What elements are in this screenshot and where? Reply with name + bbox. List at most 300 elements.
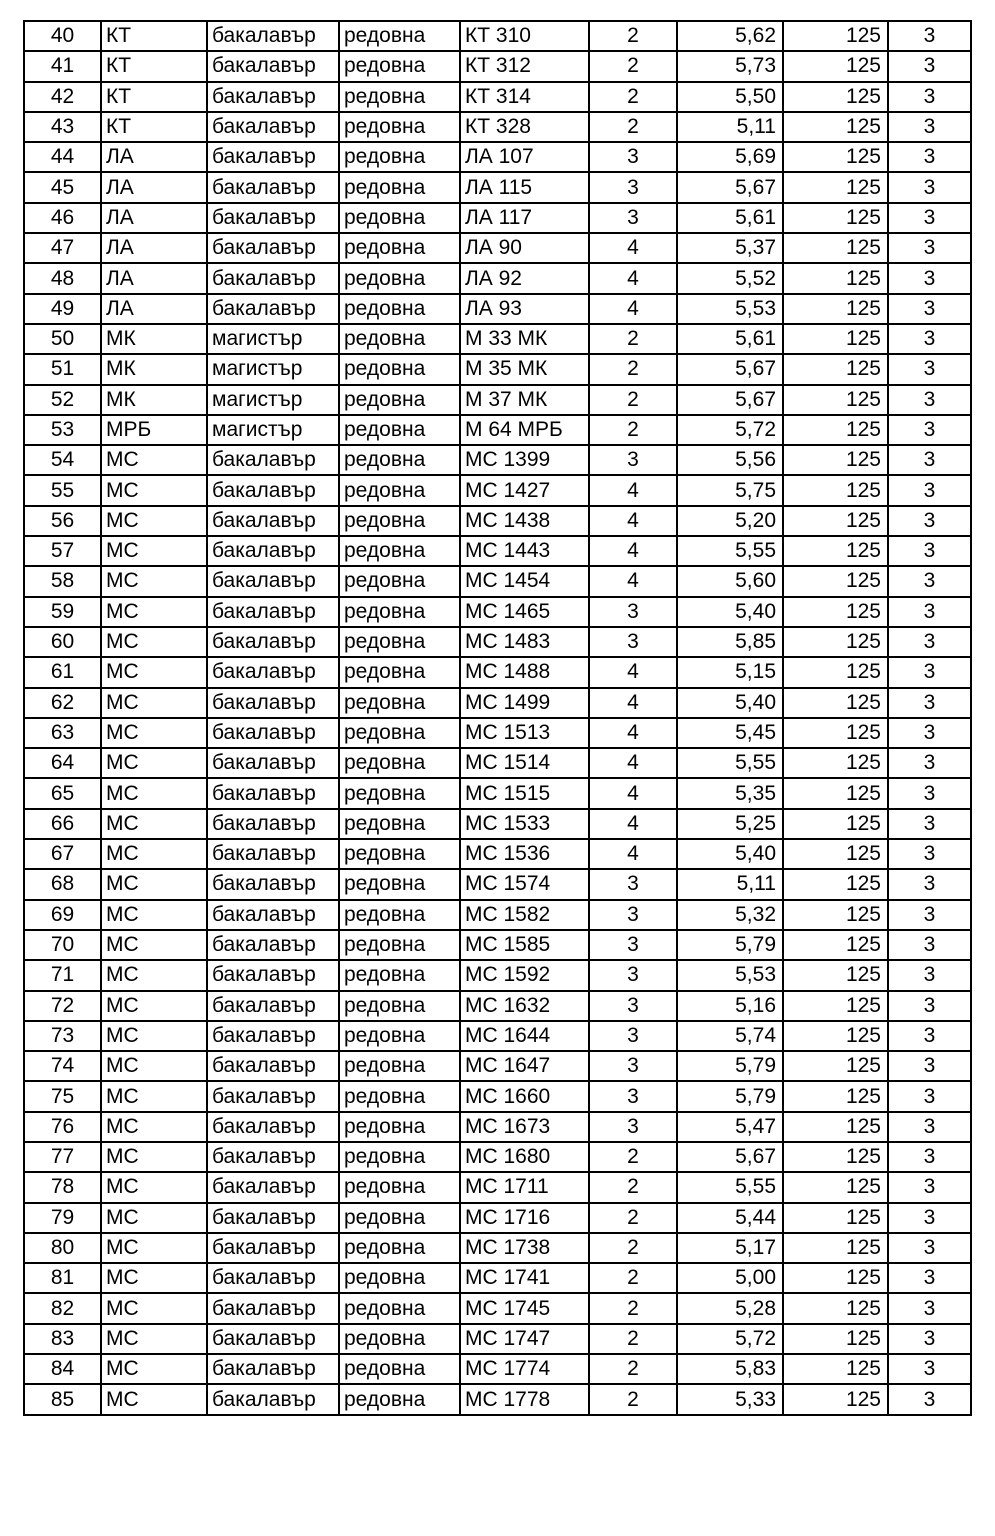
amount-cell: 125 <box>783 869 888 899</box>
grade-cell: 5,40 <box>677 688 783 718</box>
amount-cell: 125 <box>783 203 888 233</box>
faculty-code-cell: МС <box>101 900 207 930</box>
student-id-cell: МС 1680 <box>460 1142 589 1172</box>
study-form-cell: редовна <box>339 536 460 566</box>
student-id-cell: ЛА 107 <box>460 142 589 172</box>
student-id-cell: МС 1711 <box>460 1172 589 1202</box>
course-cell: 3 <box>589 869 677 899</box>
grade-cell: 5,55 <box>677 536 783 566</box>
table-row <box>24 1172 971 1202</box>
grade-cell: 5,79 <box>677 1051 783 1081</box>
grade-cell: 5,72 <box>677 1324 783 1354</box>
course-cell: 2 <box>589 385 677 415</box>
table-body <box>24 21 971 1415</box>
amount-cell: 125 <box>783 1081 888 1111</box>
count-cell: 3 <box>888 809 971 839</box>
row-number-cell: 41 <box>24 51 101 81</box>
amount-cell: 125 <box>783 506 888 536</box>
course-cell: 4 <box>589 566 677 596</box>
degree-cell: магистър <box>207 385 339 415</box>
grade-cell: 5,40 <box>677 597 783 627</box>
table-row <box>24 1354 971 1384</box>
study-form-cell: редовна <box>339 657 460 687</box>
grade-cell: 5,79 <box>677 1081 783 1111</box>
count-cell: 3 <box>888 1203 971 1233</box>
study-form-cell: редовна <box>339 203 460 233</box>
student-id-cell: МС 1465 <box>460 597 589 627</box>
study-form-cell: редовна <box>339 112 460 142</box>
table-row <box>24 82 971 112</box>
grade-cell: 5,85 <box>677 627 783 657</box>
study-form-cell: редовна <box>339 354 460 384</box>
student-id-cell: МС 1533 <box>460 809 589 839</box>
grade-cell: 5,11 <box>677 869 783 899</box>
faculty-code-cell: МС <box>101 839 207 869</box>
table-row <box>24 839 971 869</box>
count-cell: 3 <box>888 869 971 899</box>
study-form-cell: редовна <box>339 21 460 51</box>
student-id-cell: МС 1647 <box>460 1051 589 1081</box>
degree-cell: бакалавър <box>207 294 339 324</box>
study-form-cell: редовна <box>339 475 460 505</box>
course-cell: 4 <box>589 718 677 748</box>
faculty-code-cell: МС <box>101 1293 207 1323</box>
faculty-code-cell: МК <box>101 354 207 384</box>
study-form-cell: редовна <box>339 1263 460 1293</box>
table-row <box>24 748 971 778</box>
course-cell: 2 <box>589 1172 677 1202</box>
count-cell: 3 <box>888 1233 971 1263</box>
student-id-cell: МС 1513 <box>460 718 589 748</box>
degree-cell: магистър <box>207 415 339 445</box>
table-row <box>24 172 971 202</box>
grade-cell: 5,55 <box>677 748 783 778</box>
count-cell: 3 <box>888 1263 971 1293</box>
row-number-cell: 69 <box>24 900 101 930</box>
study-form-cell: редовна <box>339 506 460 536</box>
study-form-cell: редовна <box>339 1384 460 1414</box>
count-cell: 3 <box>888 1081 971 1111</box>
row-number-cell: 67 <box>24 839 101 869</box>
amount-cell: 125 <box>783 1293 888 1323</box>
study-form-cell: редовна <box>339 688 460 718</box>
amount-cell: 125 <box>783 82 888 112</box>
row-number-cell: 74 <box>24 1051 101 1081</box>
row-number-cell: 60 <box>24 627 101 657</box>
study-form-cell: редовна <box>339 445 460 475</box>
amount-cell: 125 <box>783 415 888 445</box>
count-cell: 3 <box>888 506 971 536</box>
row-number-cell: 71 <box>24 960 101 990</box>
student-id-cell: М 33 МК <box>460 324 589 354</box>
row-number-cell: 79 <box>24 1203 101 1233</box>
amount-cell: 125 <box>783 1263 888 1293</box>
study-form-cell: редовна <box>339 566 460 596</box>
study-form-cell: редовна <box>339 51 460 81</box>
study-form-cell: редовна <box>339 263 460 293</box>
count-cell: 3 <box>888 203 971 233</box>
table-row <box>24 657 971 687</box>
student-id-cell: КТ 310 <box>460 21 589 51</box>
faculty-code-cell: ЛА <box>101 233 207 263</box>
grade-cell: 5,28 <box>677 1293 783 1323</box>
row-number-cell: 73 <box>24 1021 101 1051</box>
course-cell: 2 <box>589 1203 677 1233</box>
amount-cell: 125 <box>783 566 888 596</box>
study-form-cell: редовна <box>339 1142 460 1172</box>
grade-cell: 5,67 <box>677 385 783 415</box>
grade-cell: 5,15 <box>677 657 783 687</box>
study-form-cell: редовна <box>339 415 460 445</box>
grade-cell: 5,56 <box>677 445 783 475</box>
study-form-cell: редовна <box>339 1172 460 1202</box>
count-cell: 3 <box>888 1021 971 1051</box>
course-cell: 2 <box>589 51 677 81</box>
study-form-cell: редовна <box>339 718 460 748</box>
table-row <box>24 1021 971 1051</box>
student-id-cell: ЛА 117 <box>460 203 589 233</box>
row-number-cell: 43 <box>24 112 101 142</box>
row-number-cell: 62 <box>24 688 101 718</box>
amount-cell: 125 <box>783 900 888 930</box>
grade-cell: 5,53 <box>677 294 783 324</box>
grade-cell: 5,60 <box>677 566 783 596</box>
student-id-cell: МС 1644 <box>460 1021 589 1051</box>
student-id-cell: МС 1483 <box>460 627 589 657</box>
degree-cell: бакалавър <box>207 900 339 930</box>
student-id-cell: МС 1585 <box>460 930 589 960</box>
study-form-cell: редовна <box>339 809 460 839</box>
degree-cell: бакалавър <box>207 112 339 142</box>
course-cell: 2 <box>589 1354 677 1384</box>
course-cell: 2 <box>589 82 677 112</box>
study-form-cell: редовна <box>339 1293 460 1323</box>
count-cell: 3 <box>888 385 971 415</box>
amount-cell: 125 <box>783 627 888 657</box>
amount-cell: 125 <box>783 1354 888 1384</box>
count-cell: 3 <box>888 1051 971 1081</box>
count-cell: 3 <box>888 324 971 354</box>
table-row <box>24 597 971 627</box>
degree-cell: магистър <box>207 324 339 354</box>
faculty-code-cell: МС <box>101 475 207 505</box>
course-cell: 3 <box>589 172 677 202</box>
row-number-cell: 66 <box>24 809 101 839</box>
course-cell: 3 <box>589 991 677 1021</box>
row-number-cell: 49 <box>24 294 101 324</box>
study-form-cell: редовна <box>339 597 460 627</box>
faculty-code-cell: КТ <box>101 51 207 81</box>
degree-cell: бакалавър <box>207 1172 339 1202</box>
table-row <box>24 688 971 718</box>
faculty-code-cell: МС <box>101 688 207 718</box>
amount-cell: 125 <box>783 354 888 384</box>
amount-cell: 125 <box>783 112 888 142</box>
student-id-cell: МС 1515 <box>460 778 589 808</box>
count-cell: 3 <box>888 294 971 324</box>
student-id-cell: М 37 МК <box>460 385 589 415</box>
study-form-cell: редовна <box>339 991 460 1021</box>
table-row <box>24 1293 971 1323</box>
student-id-cell: МС 1399 <box>460 445 589 475</box>
degree-cell: бакалавър <box>207 960 339 990</box>
faculty-code-cell: МС <box>101 1354 207 1384</box>
row-number-cell: 85 <box>24 1384 101 1414</box>
count-cell: 3 <box>888 930 971 960</box>
faculty-code-cell: МРБ <box>101 415 207 445</box>
grade-cell: 5,52 <box>677 263 783 293</box>
amount-cell: 125 <box>783 172 888 202</box>
table-row <box>24 263 971 293</box>
student-id-cell: МС 1716 <box>460 1203 589 1233</box>
study-form-cell: редовна <box>339 1081 460 1111</box>
table-row <box>24 1081 971 1111</box>
row-number-cell: 63 <box>24 718 101 748</box>
amount-cell: 125 <box>783 1112 888 1142</box>
faculty-code-cell: МС <box>101 1051 207 1081</box>
degree-cell: бакалавър <box>207 21 339 51</box>
grade-cell: 5,32 <box>677 900 783 930</box>
row-number-cell: 47 <box>24 233 101 263</box>
row-number-cell: 48 <box>24 263 101 293</box>
study-form-cell: редовна <box>339 1051 460 1081</box>
faculty-code-cell: МС <box>101 1263 207 1293</box>
count-cell: 3 <box>888 1172 971 1202</box>
faculty-code-cell: МС <box>101 930 207 960</box>
study-form-cell: редовна <box>339 1112 460 1142</box>
count-cell: 3 <box>888 627 971 657</box>
degree-cell: бакалавър <box>207 82 339 112</box>
amount-cell: 125 <box>783 475 888 505</box>
amount-cell: 125 <box>783 1203 888 1233</box>
row-number-cell: 82 <box>24 1293 101 1323</box>
course-cell: 2 <box>589 354 677 384</box>
grade-cell: 5,74 <box>677 1021 783 1051</box>
degree-cell: бакалавър <box>207 809 339 839</box>
row-number-cell: 45 <box>24 172 101 202</box>
row-number-cell: 61 <box>24 657 101 687</box>
row-number-cell: 58 <box>24 566 101 596</box>
table-row <box>24 112 971 142</box>
table-row <box>24 506 971 536</box>
table-row <box>24 809 971 839</box>
student-id-cell: МС 1582 <box>460 900 589 930</box>
amount-cell: 125 <box>783 1324 888 1354</box>
faculty-code-cell: ЛА <box>101 263 207 293</box>
amount-cell: 125 <box>783 21 888 51</box>
amount-cell: 125 <box>783 1051 888 1081</box>
faculty-code-cell: МС <box>101 748 207 778</box>
course-cell: 3 <box>589 203 677 233</box>
data-table <box>23 20 972 1416</box>
course-cell: 4 <box>589 657 677 687</box>
course-cell: 3 <box>589 1021 677 1051</box>
course-cell: 2 <box>589 415 677 445</box>
row-number-cell: 44 <box>24 142 101 172</box>
table-row <box>24 930 971 960</box>
amount-cell: 125 <box>783 142 888 172</box>
count-cell: 3 <box>888 1293 971 1323</box>
count-cell: 3 <box>888 475 971 505</box>
grade-cell: 5,40 <box>677 839 783 869</box>
study-form-cell: редовна <box>339 142 460 172</box>
student-id-cell: МС 1574 <box>460 869 589 899</box>
faculty-code-cell: МС <box>101 1081 207 1111</box>
grade-cell: 5,35 <box>677 778 783 808</box>
grade-cell: 5,25 <box>677 809 783 839</box>
amount-cell: 125 <box>783 1172 888 1202</box>
row-number-cell: 46 <box>24 203 101 233</box>
degree-cell: бакалавър <box>207 506 339 536</box>
table-row <box>24 718 971 748</box>
course-cell: 2 <box>589 1263 677 1293</box>
faculty-code-cell: МС <box>101 1324 207 1354</box>
degree-cell: бакалавър <box>207 566 339 596</box>
course-cell: 4 <box>589 809 677 839</box>
table-row <box>24 203 971 233</box>
faculty-code-cell: МС <box>101 445 207 475</box>
grade-cell: 5,61 <box>677 203 783 233</box>
degree-cell: бакалавър <box>207 1021 339 1051</box>
student-id-cell: ЛА 115 <box>460 172 589 202</box>
degree-cell: бакалавър <box>207 203 339 233</box>
amount-cell: 125 <box>783 1021 888 1051</box>
table-row <box>24 51 971 81</box>
student-id-cell: МС 1747 <box>460 1324 589 1354</box>
table-row <box>24 1051 971 1081</box>
grade-cell: 5,69 <box>677 142 783 172</box>
course-cell: 2 <box>589 1324 677 1354</box>
row-number-cell: 77 <box>24 1142 101 1172</box>
faculty-code-cell: МС <box>101 991 207 1021</box>
amount-cell: 125 <box>783 748 888 778</box>
faculty-code-cell: ЛА <box>101 142 207 172</box>
student-id-cell: ЛА 90 <box>460 233 589 263</box>
degree-cell: бакалавър <box>207 263 339 293</box>
table-row <box>24 991 971 1021</box>
grade-cell: 5,53 <box>677 960 783 990</box>
table-row <box>24 1384 971 1414</box>
study-form-cell: редовна <box>339 1021 460 1051</box>
count-cell: 3 <box>888 82 971 112</box>
degree-cell: бакалавър <box>207 778 339 808</box>
degree-cell: бакалавър <box>207 1354 339 1384</box>
student-id-cell: МС 1536 <box>460 839 589 869</box>
faculty-code-cell: МС <box>101 1021 207 1051</box>
grade-cell: 5,72 <box>677 415 783 445</box>
count-cell: 3 <box>888 566 971 596</box>
row-number-cell: 78 <box>24 1172 101 1202</box>
table-row <box>24 1112 971 1142</box>
grade-cell: 5,47 <box>677 1112 783 1142</box>
row-number-cell: 40 <box>24 21 101 51</box>
degree-cell: бакалавър <box>207 233 339 263</box>
row-number-cell: 53 <box>24 415 101 445</box>
degree-cell: бакалавър <box>207 839 339 869</box>
degree-cell: магистър <box>207 354 339 384</box>
student-id-cell: МС 1454 <box>460 566 589 596</box>
amount-cell: 125 <box>783 930 888 960</box>
degree-cell: бакалавър <box>207 1142 339 1172</box>
faculty-code-cell: МС <box>101 869 207 899</box>
row-number-cell: 81 <box>24 1263 101 1293</box>
student-id-cell: МС 1673 <box>460 1112 589 1142</box>
faculty-code-cell: МС <box>101 657 207 687</box>
faculty-code-cell: МК <box>101 385 207 415</box>
student-id-cell: МС 1514 <box>460 748 589 778</box>
faculty-code-cell: МС <box>101 1384 207 1414</box>
study-form-cell: редовна <box>339 294 460 324</box>
degree-cell: бакалавър <box>207 597 339 627</box>
table-row <box>24 324 971 354</box>
faculty-code-cell: МС <box>101 809 207 839</box>
degree-cell: бакалавър <box>207 748 339 778</box>
student-id-cell: МС 1592 <box>460 960 589 990</box>
student-id-cell: КТ 314 <box>460 82 589 112</box>
course-cell: 2 <box>589 1384 677 1414</box>
degree-cell: бакалавър <box>207 718 339 748</box>
amount-cell: 125 <box>783 688 888 718</box>
study-form-cell: редовна <box>339 233 460 263</box>
course-cell: 4 <box>589 839 677 869</box>
amount-cell: 125 <box>783 778 888 808</box>
degree-cell: бакалавър <box>207 1384 339 1414</box>
faculty-code-cell: КТ <box>101 82 207 112</box>
amount-cell: 125 <box>783 657 888 687</box>
faculty-code-cell: МС <box>101 1233 207 1263</box>
table-row <box>24 778 971 808</box>
count-cell: 3 <box>888 233 971 263</box>
faculty-code-cell: ЛА <box>101 294 207 324</box>
degree-cell: бакалавър <box>207 688 339 718</box>
faculty-code-cell: МС <box>101 960 207 990</box>
table-row <box>24 445 971 475</box>
course-cell: 4 <box>589 778 677 808</box>
table-row <box>24 536 971 566</box>
amount-cell: 125 <box>783 597 888 627</box>
count-cell: 3 <box>888 1112 971 1142</box>
table-row <box>24 385 971 415</box>
grade-cell: 5,16 <box>677 991 783 1021</box>
course-cell: 3 <box>589 627 677 657</box>
table-row <box>24 21 971 51</box>
count-cell: 3 <box>888 172 971 202</box>
grade-cell: 5,11 <box>677 112 783 142</box>
study-form-cell: редовна <box>339 172 460 202</box>
row-number-cell: 59 <box>24 597 101 627</box>
amount-cell: 125 <box>783 324 888 354</box>
count-cell: 3 <box>888 688 971 718</box>
course-cell: 3 <box>589 960 677 990</box>
grade-cell: 5,17 <box>677 1233 783 1263</box>
course-cell: 3 <box>589 900 677 930</box>
degree-cell: бакалавър <box>207 657 339 687</box>
table-row <box>24 960 971 990</box>
table-row <box>24 475 971 505</box>
table-row <box>24 1203 971 1233</box>
count-cell: 3 <box>888 839 971 869</box>
grade-cell: 5,62 <box>677 21 783 51</box>
study-form-cell: редовна <box>339 748 460 778</box>
degree-cell: бакалавър <box>207 1263 339 1293</box>
study-form-cell: редовна <box>339 900 460 930</box>
table-row <box>24 1142 971 1172</box>
table-row <box>24 294 971 324</box>
amount-cell: 125 <box>783 839 888 869</box>
course-cell: 2 <box>589 21 677 51</box>
faculty-code-cell: МС <box>101 566 207 596</box>
degree-cell: бакалавър <box>207 1293 339 1323</box>
